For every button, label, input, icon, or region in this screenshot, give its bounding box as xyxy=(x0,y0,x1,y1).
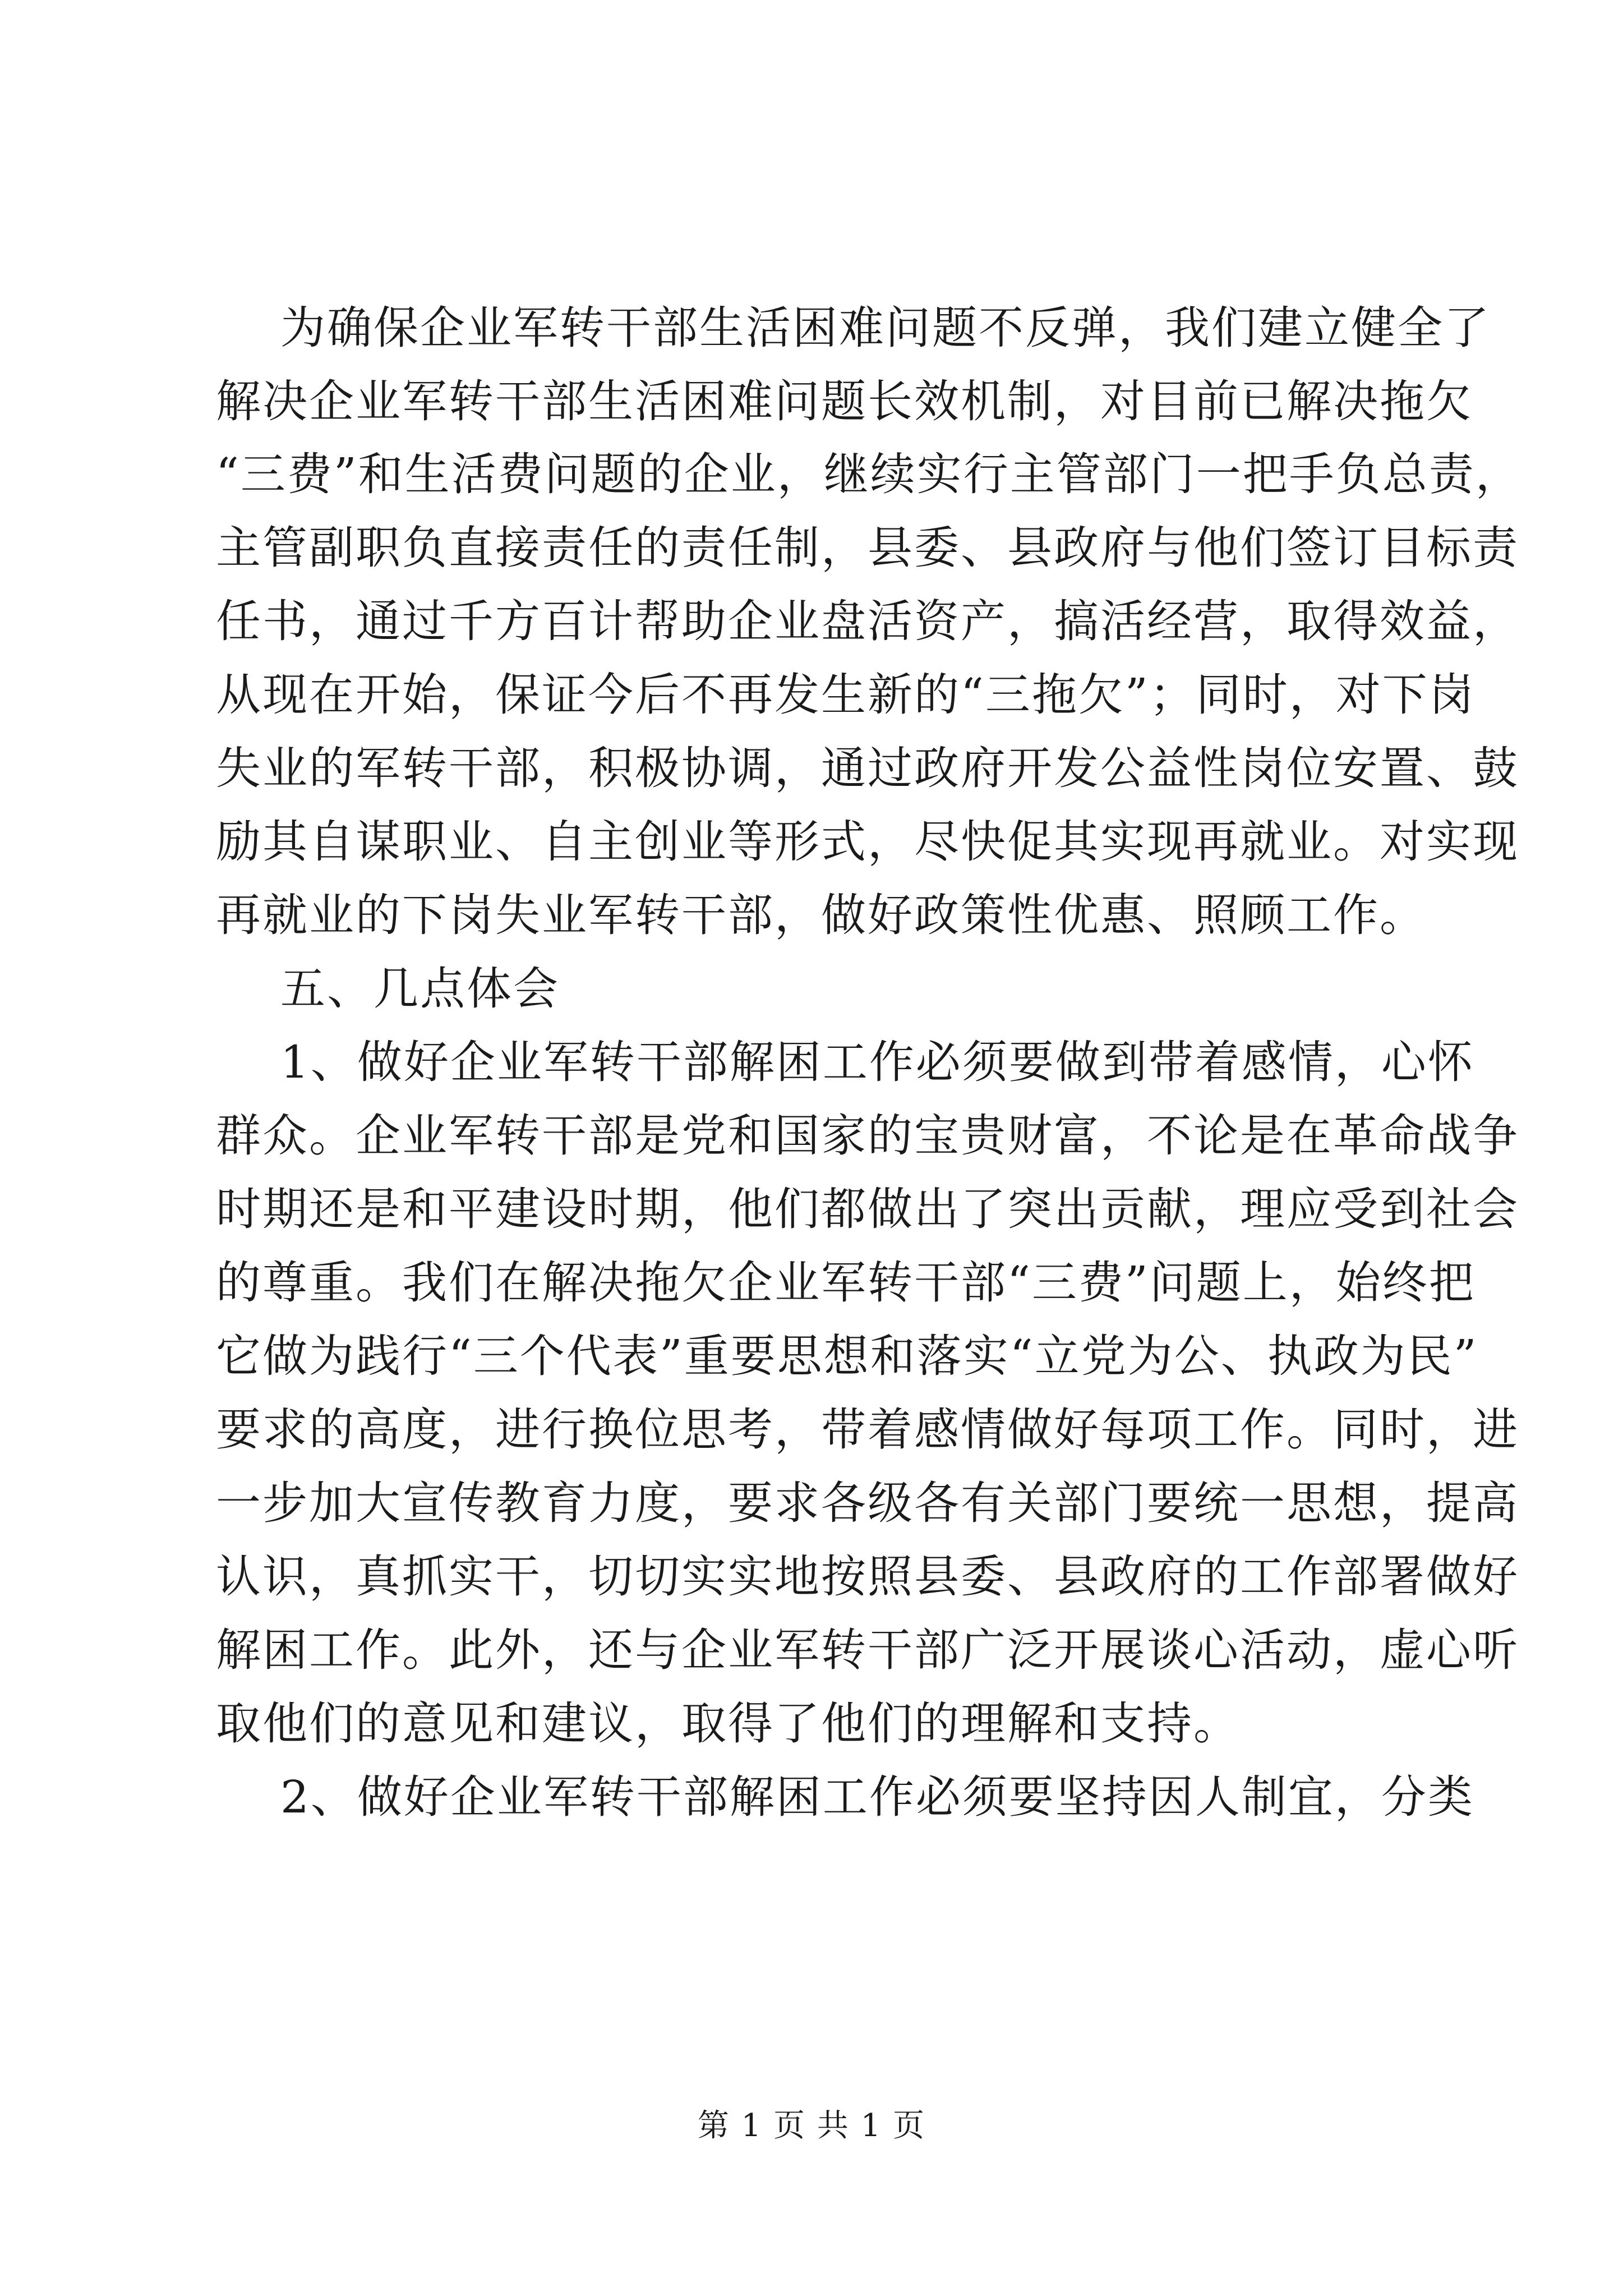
paragraph-line: 解困工作。此外，还与企业军转干部广泛开展谈心活动，虚心听 xyxy=(216,1624,1519,1676)
paragraph-line: 认识，真抓实干，切切实实地按照县委、县政府的工作部署做好 xyxy=(216,1550,1519,1603)
paragraph-line: 要求的高度，进行换位思考，带着感情做好每项工作。同时，进 xyxy=(216,1404,1519,1456)
section-heading: 五、几点体会 xyxy=(280,963,560,1015)
paragraph-line: 为确保企业军转干部生活困难问题不反弹，我们建立健全了 xyxy=(280,302,1491,354)
paragraph-line: 取他们的意见和建议，取得了他们的理解和支持。 xyxy=(216,1697,1240,1750)
paragraph-line: 失业的军转干部，积极协调，通过政府开发公益性岗位安置、鼓 xyxy=(216,742,1519,794)
paragraph-line: 时期还是和平建设时期，他们都做出了突出贡献，理应受到社会 xyxy=(216,1183,1519,1235)
paragraph-line: 从现在开始，保证今后不再发生新的“三拖欠”；同时，对下岗 xyxy=(216,669,1476,721)
page-footer: 第 1 页 共 1 页 xyxy=(697,2108,926,2144)
paragraph-line: 它做为践行“三个代表”重要思想和落实“立党为公、执政为民” xyxy=(216,1330,1478,1382)
paragraph-line: 群众。企业军转干部是党和国家的宝贵财富，不论是在革命战争 xyxy=(216,1110,1519,1162)
paragraph-line: 1、做好企业军转干部解困工作必须要做到带着感情，心怀 xyxy=(280,1036,1474,1088)
paragraph-line: “三费”和生活费问题的企业，继续实行主管部门一把手负总责， xyxy=(216,448,1522,500)
paragraph-line: 2、做好企业军转干部解困工作必须要坚持因人制宜，分类 xyxy=(280,1771,1474,1823)
paragraph-line: 任书，通过千方百计帮助企业盘活资产，搞活经营，取得效益， xyxy=(216,595,1519,647)
paragraph-line: 主管副职负直接责任的责任制，县委、县政府与他们签订目标责 xyxy=(216,522,1519,574)
paragraph-line: 解决企业军转干部生活困难问题长效机制，对目前已解决拖欠 xyxy=(216,375,1473,427)
paragraph-line: 的尊重。我们在解决拖欠企业军转干部“三费”问题上，始终把 xyxy=(216,1257,1476,1309)
paragraph-line: 再就业的下岗失业军转干部，做好政策性优惠、照顾工作。 xyxy=(216,889,1426,941)
paragraph-line: 一步加大宣传教育力度，要求各级各有关部门要统一思想，提高 xyxy=(216,1477,1519,1529)
paragraph-line: 励其自谋职业、自主创业等形式，尽快促其实现再就业。对实现 xyxy=(216,816,1519,868)
